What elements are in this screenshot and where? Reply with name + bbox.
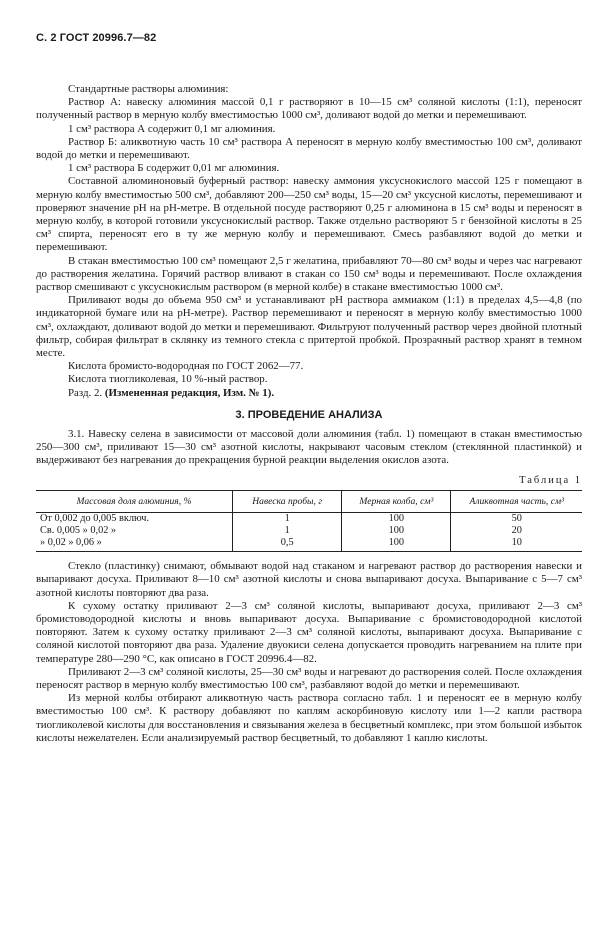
table-cell: 20 bbox=[451, 525, 582, 537]
amendment-note bbox=[36, 387, 582, 400]
table-header-cell: Аликвотная часть, см³ bbox=[451, 490, 582, 512]
paragraph: Стандартные растворы алюминия: bbox=[68, 83, 229, 95]
paragraph: В стакан вместимостью 100 см³ помещают 2,5 г желатина, прибавляют 70—80 см³ воды и через час нагревают до растворения желатина. Горячий раствор вливают в стакан со 150 см³ воды и перемешивают. После охлаждения раствор смешивают с уксуснокислым раствором (в мерной колбе) в стакане вместимостью 1000 см³. bbox=[36, 254, 582, 294]
paragraph: Стекло (пластинку) снимают, обмывают водой над стаканом и нагревают раствор до растворения навески и выпаривают досуха. Приливают 8—10 см³ азотной кислоты и снова выпаривают досуха. Выпаривание с 5—7 см³ азотной кислоты повторяют два раза. bbox=[36, 560, 582, 599]
paragraph: 1 см³ раствора Б содержит 0,01 мг алюминия. bbox=[68, 162, 280, 175]
table-cell: 1 bbox=[233, 525, 342, 537]
table-cell: 1 bbox=[233, 513, 342, 526]
table-cell: » 0,02 » 0,06 » bbox=[36, 537, 233, 552]
table-header-row bbox=[36, 490, 582, 512]
paragraph: 3.1. Навеску селена в зависимости от массовой доли алюминия (табл. 1) помещают в стакан вместимостью 250—300 см³, приливают 15—30 см³ азотной кислоты, накрывают часовым стеклом (стеклянной пластинкой) и выдерживают без нагревания до прекращения бурной реакции выделения окислов азота. bbox=[36, 428, 582, 467]
table-header-cell: Мерная колба, см³ bbox=[342, 490, 451, 512]
page-header: С. 2 ГОСТ 20996.7—82 bbox=[36, 32, 157, 44]
table-header-cell: Массовая доля алюминия, % bbox=[36, 490, 233, 512]
paragraph: Раствор Б: аликвотную часть 10 см³ раствора А переносят в мерную колбу вместимостью 100 см³, доливают водой до метки и перемешивают. bbox=[36, 135, 582, 162]
table-row bbox=[36, 537, 582, 552]
paragraph: Кислота тиогликолевая, 10 %-ный раствор. bbox=[68, 373, 268, 386]
paragraph: Раствор А: навеску алюминия массой 0,1 г растворяют в 10—15 см³ соляной кислоты (1:1), переносят полученный раствор в мерную колбу вместимостью 1000 см³, доливают водой до метки и перемешивают. bbox=[36, 96, 582, 122]
table-cell: 100 bbox=[342, 525, 451, 537]
paragraph: Кислота бромисто-водородная по ГОСТ 2062—77. bbox=[68, 360, 304, 373]
paragraph: Приливают 2—3 см³ соляной кислоты, 25—30 см³ воды и нагревают до растворения солей. После охлаждения переносят раствор в мерную колбу вместимостью 100 см³, разбавляют водой до метки и перемешивают. bbox=[36, 665, 582, 691]
table-caption: Таблица 1 bbox=[519, 474, 582, 486]
table-cell: 100 bbox=[342, 513, 451, 526]
table-cell: Св. 0,005 » 0,02 » bbox=[40, 525, 117, 537]
table-row bbox=[36, 525, 582, 537]
paragraph: Из мерной колбы отбирают аликвотную часть раствора согласно табл. 1 и переносят ее в мерную колбу вместимостью 100 см³. К раствору добавляют по каплям аскорбиновую кислоту или 1—2 капли раствора тиогликолевой кислоты для восстановления и связывания железа в бесцветный комплекс, при этом большой избыток кислоты нежелателен. Если анализируемый раствор бесцветный, то добавляют 1 каплю кислоты. bbox=[36, 692, 582, 744]
table-row bbox=[36, 513, 582, 526]
paragraph: 1 см³ раствора А содержит 0,1 мг алюминия. bbox=[68, 122, 276, 135]
table-cell: 0,5 bbox=[233, 537, 342, 552]
amendment-prefix: Разд. 2. bbox=[68, 386, 103, 399]
table-cell: 100 bbox=[342, 537, 451, 552]
table-cell: 10 bbox=[451, 537, 582, 552]
paragraph: Приливают воды до объема 950 см³ и устанавливают pH раствора аммиаком (1:1) в пределах 4,5—4,8 (по индикаторной бумаге или на pH-метре). Раствор перемешивают и переносят в мерную колбу вместимостью 1000 см³, охлаждают, доливают водой до метки и перемешивают. Фильтруют полученный раствор через двойной плотный фильтр, собирая фильтрат в склянку из темного стекла с притертой пробкой. Прозрачный раствор хранят в темном месте. bbox=[36, 294, 582, 360]
document-body bbox=[36, 83, 582, 745]
paragraph: К сухому остатку приливают 2—3 см³ соляной кислоты, выпаривают досуха, приливают 2—3 см³ бромистоводородной кислоты и вновь выпаривают досуха. Выпаривание с бромистоводородной кислотой повторяют. Затем к сухому остатку приливают 2—3 см³ соляной кислоты, выпаривают досуха. Выпаривание с соляной кислотой повторяют два раза. Удаление двуокиси селена допускается проводить нагреванием на плите при температуре 280—290 °С, как описано в ГОСТ 20996.4—82. bbox=[36, 599, 582, 665]
data-table bbox=[36, 490, 582, 552]
table-cell: От 0,002 до 0,005 включ. bbox=[40, 513, 150, 525]
section-title: 3. ПРОВЕДЕНИЕ АНАЛИЗА bbox=[235, 408, 383, 421]
amendment-bold: (Измененная редакция, Изм. № 1). bbox=[104, 386, 275, 399]
table-cell: 50 bbox=[451, 513, 582, 526]
paragraph: Составной алюминоновый буферный раствор: навеску аммония уксуснокислого массой 125 г помещают в мерную колбу вместимостью 500 см³, добавляют 200—250 см³ воды, 15—20 см³ уксусной кислоты, перемешивают и проверяют значение pH на pH-метре. В отдельной посуде растворяют 0,25 г алюминона в 15 см³ воды и переносят в мерную колбу, в которой готовили уксуснокислый раствор. Также отдельно растворяют 5 г бензойной кислоты в 25 см³ спирта, переносят его в ту же мерную колбу и перемешивают. Смесь разбавляют водой до метки и перемешивают. bbox=[36, 175, 582, 254]
table-header-cell: Навеска пробы, г bbox=[233, 490, 342, 512]
